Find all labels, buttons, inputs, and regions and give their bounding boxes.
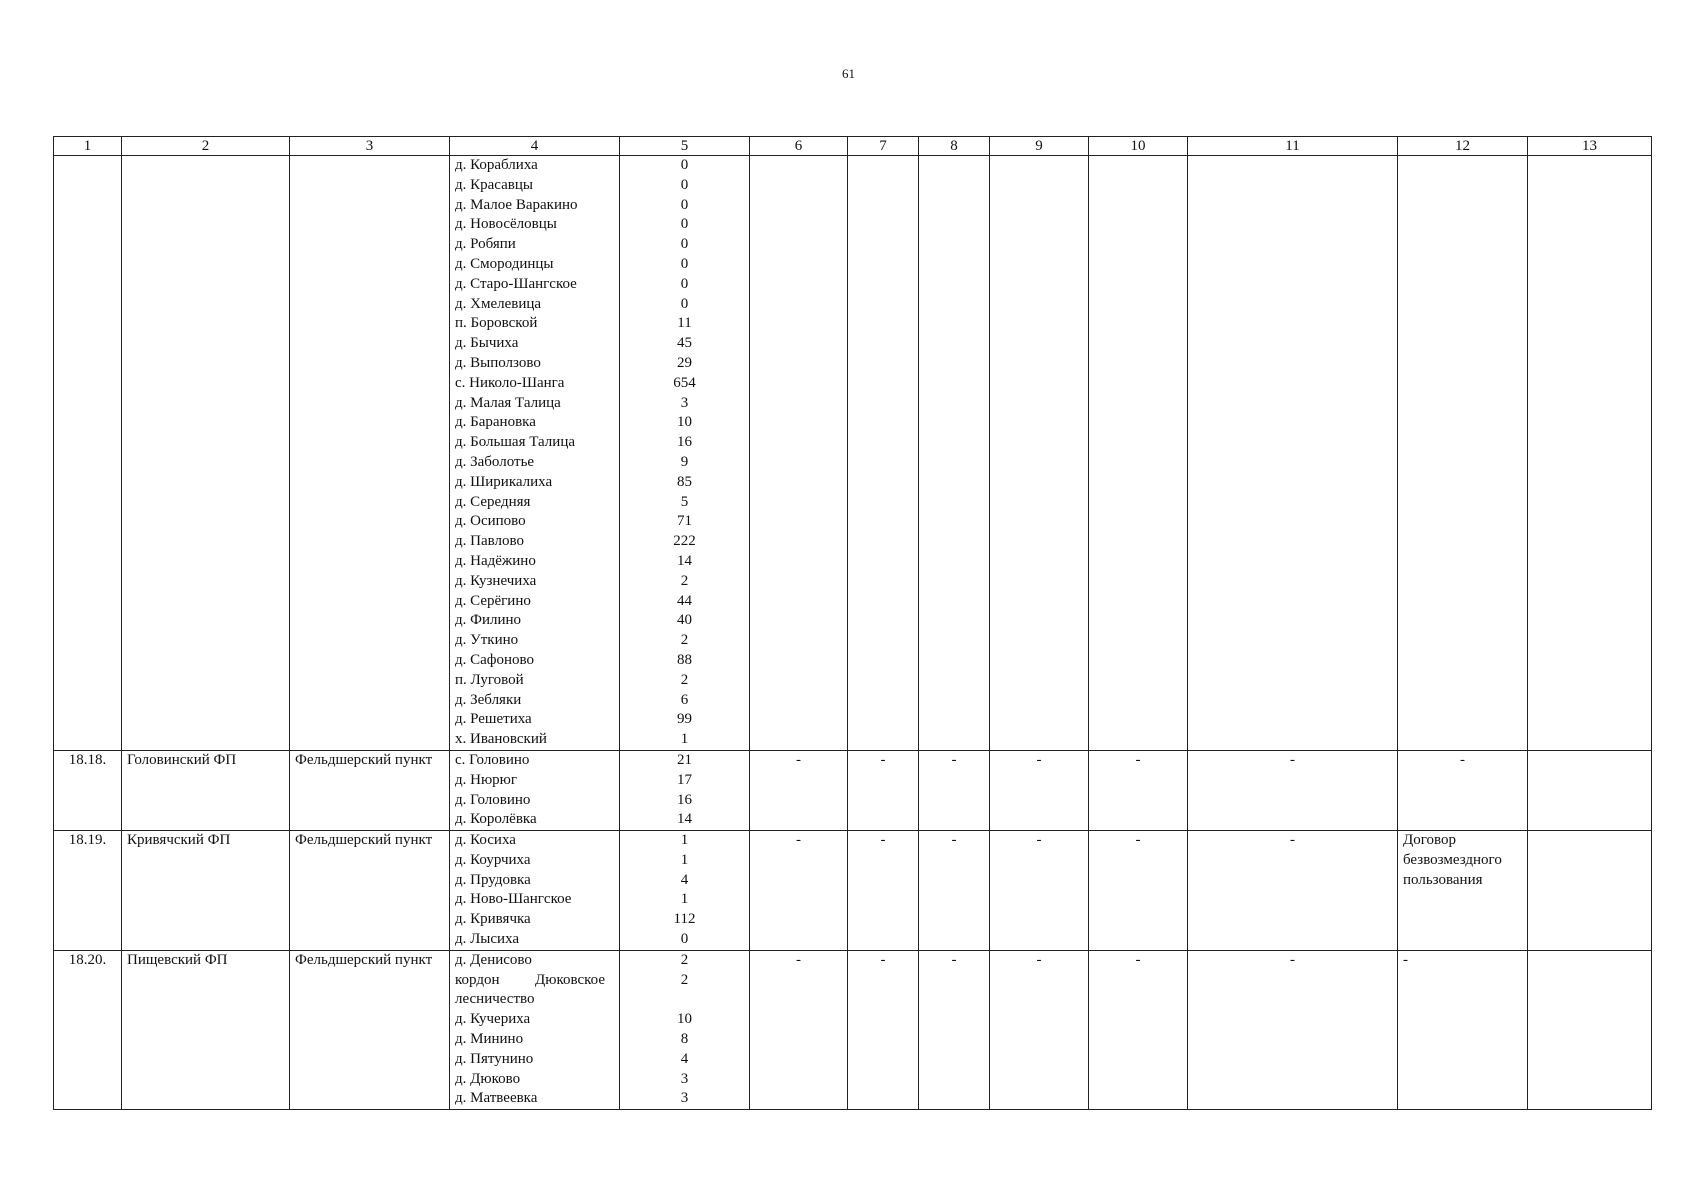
column-header-2: 2	[122, 137, 290, 156]
settlement-value: 14	[677, 552, 692, 569]
settlement-value: 44	[677, 592, 692, 609]
cell-9: -	[990, 750, 1089, 830]
settlement-name: д. Бычиха	[455, 335, 519, 352]
column-header-7: 7	[848, 137, 919, 156]
settlement-value: 112	[673, 911, 696, 928]
settlement-names	[450, 750, 620, 830]
settlement-value: 3	[680, 1090, 689, 1107]
settlement-value: 3	[680, 1070, 689, 1087]
cell-10: -	[1089, 750, 1188, 830]
kordon-word: Дюковское	[535, 971, 605, 988]
settlement-value: 40	[677, 612, 692, 629]
settlement-name: д. Дюково	[455, 1070, 521, 1087]
cell-6: -	[750, 950, 848, 1109]
cell-12-agreement: Договор безвозмездного пользования	[1398, 831, 1528, 951]
settlement-value: 222	[673, 533, 696, 550]
page-number: 61	[842, 66, 855, 81]
settlement-value: 10	[677, 1011, 692, 1028]
settlement-value: 16	[677, 434, 692, 451]
settlement-value: 4	[680, 871, 689, 888]
cell-type: Фельдшерский пункт	[290, 831, 450, 951]
settlement-name: д. Косиха	[455, 832, 516, 849]
column-header-12: 12	[1398, 137, 1528, 156]
cell-9	[990, 156, 1089, 751]
cell-num: 18.18.	[54, 750, 122, 830]
kordon-word: лесничество	[455, 991, 535, 1008]
settlement-name: п. Луговой	[455, 671, 524, 688]
kordon-line	[455, 971, 605, 991]
column-header-10: 10	[1089, 137, 1188, 156]
cell-8: -	[919, 831, 990, 951]
cell-13	[1528, 750, 1652, 830]
settlement-value: 5	[680, 493, 689, 510]
settlement-name: д. Филино	[455, 612, 522, 629]
settlement-name: д. Ново-Шангское	[455, 891, 572, 908]
settlement-name: с. Николо-Шанга	[455, 374, 565, 391]
cell-8: -	[919, 750, 990, 830]
settlement-name: д. Павлово	[455, 533, 524, 550]
cell-name: Кривячский ФП	[122, 831, 290, 951]
settlement-name: п. Боровской	[455, 315, 538, 332]
cell-num	[54, 156, 122, 751]
column-header-5: 5	[620, 137, 750, 156]
cell-name: Пищевский ФП	[122, 950, 290, 1109]
cell-10	[1089, 156, 1188, 751]
cell-type	[290, 156, 450, 751]
cell-11: -	[1188, 831, 1398, 951]
table-row-18-20	[54, 950, 1652, 1109]
settlement-name: д. Надёжино	[455, 552, 536, 569]
settlement-name: д. Кривячка	[455, 911, 531, 928]
cell-9: -	[990, 831, 1089, 951]
table-row-continuation	[54, 156, 1652, 751]
settlement-value: 1	[680, 891, 689, 908]
settlement-value: 17	[677, 771, 692, 788]
settlement-value: 1	[680, 832, 689, 849]
table-row-18-19	[54, 831, 1652, 951]
cell-7	[848, 156, 919, 751]
settlement-value: 2	[680, 951, 689, 968]
cell-6: -	[750, 750, 848, 830]
cell-6: -	[750, 831, 848, 951]
cell-7: -	[848, 950, 919, 1109]
settlement-name: д. Смородинцы	[455, 255, 554, 272]
settlement-name: д. Хмелевица	[455, 295, 542, 312]
settlement-name: д. Красавцы	[455, 176, 533, 193]
settlement-name: д. Ширикалиха	[455, 473, 553, 490]
settlement-value: 0	[680, 236, 689, 253]
settlement-name: д. Малое Варакино	[455, 196, 578, 213]
settlement-value: 9	[680, 453, 689, 470]
settlement-name: д. Старо-Шангское	[455, 275, 577, 292]
column-header-9: 9	[990, 137, 1089, 156]
column-header-4: 4	[450, 137, 620, 156]
cell-13	[1528, 831, 1652, 951]
settlement-value: 88	[677, 651, 692, 668]
settlement-value: 21	[677, 751, 692, 768]
settlement-value: 85	[677, 473, 692, 490]
settlement-name: д. Заболотье	[455, 453, 535, 470]
column-header-11: 11	[1188, 137, 1398, 156]
column-header-13: 13	[1528, 137, 1652, 156]
settlement-value: 1	[680, 731, 689, 748]
settlement-value: 4	[680, 1050, 689, 1067]
cell-10: -	[1089, 950, 1188, 1109]
cell-type: Фельдшерский пункт	[290, 750, 450, 830]
settlement-name: д. Барановка	[455, 414, 536, 431]
settlement-value: 0	[680, 176, 689, 193]
settlement-name: д. Уткино	[455, 632, 519, 649]
settlement-name: д. Минино	[455, 1031, 524, 1048]
column-header-8: 8	[919, 137, 990, 156]
settlement-name: д. Прудовка	[455, 871, 531, 888]
settlement-values	[620, 950, 750, 1109]
settlement-value: 0	[680, 931, 689, 948]
settlement-name: д. Матвеевка	[455, 1090, 538, 1107]
cell-7: -	[848, 831, 919, 951]
cell-name: Головинский ФП	[122, 750, 290, 830]
cell-name	[122, 156, 290, 751]
cell-11	[1188, 156, 1398, 751]
settlement-name: с. Головино	[455, 751, 530, 768]
settlement-name: д. Осипово	[455, 513, 526, 530]
cell-type: Фельдшерский пункт	[290, 950, 450, 1109]
settlement-name: д. Сафоново	[455, 651, 535, 668]
settlement-value: 8	[680, 1031, 689, 1048]
cell-11: -	[1188, 750, 1398, 830]
settlement-value: 14	[677, 811, 692, 828]
column-header-3: 3	[290, 137, 450, 156]
settlement-name: д. Головино	[455, 791, 531, 808]
column-header-1: 1	[54, 137, 122, 156]
settlement-name: д. Выползово	[455, 354, 541, 371]
facilities-table	[53, 136, 1652, 1110]
settlement-value: 11	[677, 315, 692, 332]
settlement-values	[620, 156, 750, 751]
settlement-name: д. Пятунино	[455, 1050, 534, 1067]
cell-10: -	[1089, 831, 1188, 951]
settlement-name: д. Кучериха	[455, 1011, 531, 1028]
settlement-names	[450, 950, 620, 1109]
cell-6	[750, 156, 848, 751]
settlement-name: д. Кузнечиха	[455, 572, 537, 589]
settlement-name: д. Середняя	[455, 493, 531, 510]
settlement-value: 0	[680, 275, 689, 292]
settlement-name: х. Ивановский	[455, 731, 547, 748]
cell-8	[919, 156, 990, 751]
settlement-value: 10	[677, 414, 692, 431]
cell-11: -	[1188, 950, 1398, 1109]
cell-12	[1398, 156, 1528, 751]
settlement-value: 2	[680, 971, 689, 988]
settlement-name: д. Робяпи	[455, 236, 516, 253]
settlement-value: 0	[680, 157, 689, 173]
settlement-value: 2	[680, 671, 689, 688]
settlement-name: д. Серёгино	[455, 592, 531, 609]
cell-8: -	[919, 950, 990, 1109]
settlement-name: д. Коурчиха	[455, 851, 531, 868]
settlement-name: д. Королёвка	[455, 811, 537, 828]
cell-13	[1528, 156, 1652, 751]
cell-7: -	[848, 750, 919, 830]
settlement-value: 99	[677, 711, 692, 728]
settlement-name: д. Лысиха	[455, 931, 520, 948]
cell-13	[1528, 950, 1652, 1109]
settlement-name: д. Кораблиха	[455, 157, 538, 173]
settlement-values	[620, 750, 750, 830]
settlement-names	[450, 156, 620, 751]
table-row-18-18	[54, 750, 1652, 830]
settlement-name: д. Решетиха	[455, 711, 532, 728]
cell-12: -	[1398, 750, 1528, 830]
settlement-value: 2	[680, 572, 689, 589]
settlement-name: д. Малая Талица	[455, 394, 561, 411]
settlement-values	[620, 831, 750, 951]
settlement-value: 0	[680, 295, 689, 312]
cell-num: 18.19.	[54, 831, 122, 951]
settlement-value: 3	[680, 394, 689, 411]
settlement-name: д. Нюрюг	[455, 771, 518, 788]
settlement-value: 29	[677, 354, 692, 371]
settlement-name: д. Зебляки	[455, 691, 522, 708]
column-header-6: 6	[750, 137, 848, 156]
settlement-value: 0	[680, 196, 689, 213]
kordon-word: кордон	[455, 971, 500, 988]
cell-12: -	[1398, 950, 1528, 1109]
settlement-value: 45	[677, 335, 692, 352]
settlement-name: д. Новосёловцы	[455, 216, 557, 233]
settlement-name-kordon	[455, 971, 614, 1011]
settlement-name: д. Большая Талица	[455, 434, 576, 451]
settlement-value: 2	[680, 632, 689, 649]
cell-9: -	[990, 950, 1089, 1109]
column-number-row	[54, 137, 1652, 156]
settlement-value: 0	[680, 216, 689, 233]
settlement-value: 16	[677, 791, 692, 808]
settlement-value: 0	[680, 255, 689, 272]
settlement-value: 1	[680, 851, 689, 868]
settlement-name: д. Денисово	[455, 951, 532, 968]
settlement-names	[450, 831, 620, 951]
settlement-value: 654	[673, 374, 696, 391]
settlement-value: 6	[680, 691, 689, 708]
cell-num: 18.20.	[54, 950, 122, 1109]
settlement-value: 71	[677, 513, 692, 530]
